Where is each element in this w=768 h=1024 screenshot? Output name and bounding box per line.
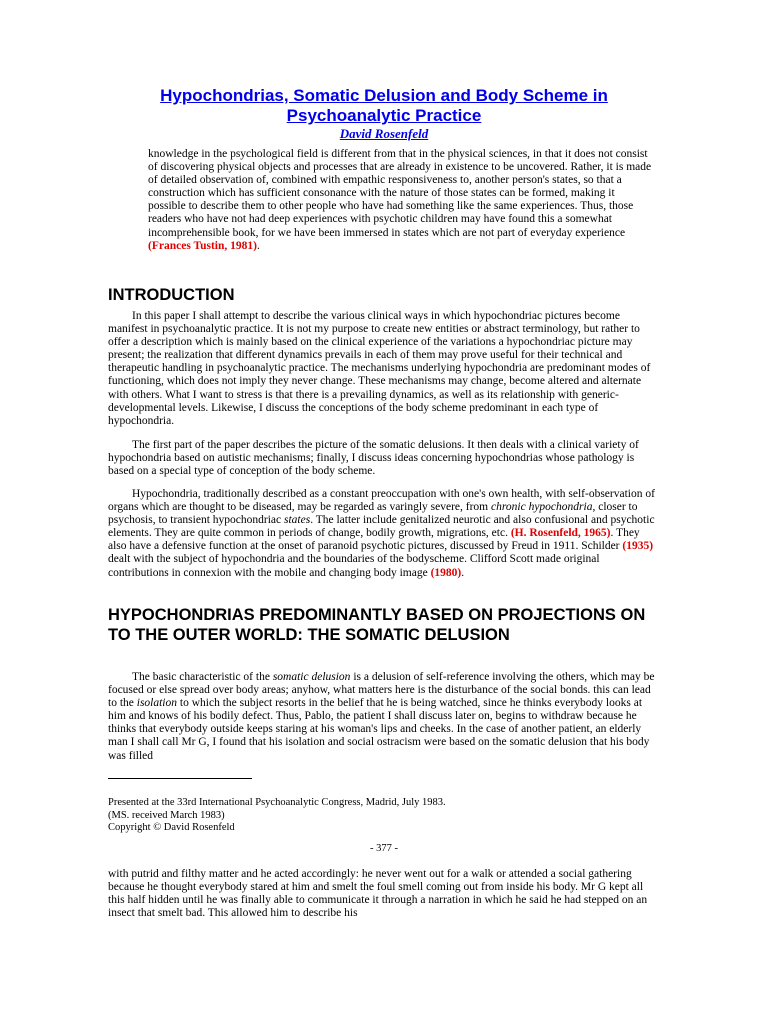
somatic-delusion-heading: HYPOCHONDRIAS PREDOMINANTLY BASED ON PROJECTIONS ON TO THE OUTER WORLD: THE SOMATIC DELUSION — [108, 606, 646, 644]
epigraph-end: . — [256, 239, 260, 252]
epigraph-citation[interactable]: (Frances Tustin, 1981) — [148, 239, 257, 252]
citation-schilder-1935[interactable]: (1935) — [622, 540, 654, 553]
footnote — [108, 797, 446, 835]
intro-p3-text-e: dealt with the subject of hypochondria and the boundaries of the bodyscheme. Clifford Scott made original contributions in connexion with the mobile and changing body image — [108, 553, 600, 579]
intro-p3-text-d: . They also have a defensive function at the onset of paranoid psychotic pictures, discussed by Freud in 1911. Schilder — [108, 527, 640, 553]
intro-p3-italic-states: states — [283, 514, 311, 527]
intro-p3-text-f: . — [461, 566, 465, 579]
s2-p1-italic-isolation: isolation — [136, 697, 178, 710]
footnote-line-3: Copyright © David Rosenfeld — [108, 822, 235, 833]
article-title-link[interactable]: Hypochondrias, Somatic Delusion and Body Scheme in Psychoanalytic Practice — [160, 86, 608, 125]
s2-p1-text-b: is a delusion of self-reference involving the others, which may be focused or else spread over body areas; anyhow, what matters here is the disturbance of the social bonds. this can lead to the — [108, 671, 655, 710]
author-link[interactable]: David Rosenfeld — [339, 126, 429, 141]
footnote-divider — [108, 778, 252, 779]
page-number: - 377 - — [370, 843, 398, 854]
intro-paragraph-2: The first part of the paper describes the picture of the somatic delusions. It then deals with a clinical variety of hypochondria based on autistic mechanisms; finally, I discuss ideas concerning hypochondrias whose pathology is based on a special type of conception of the body scheme. — [108, 439, 639, 478]
intro-p3-text-c: . The latter include genitalized neurotic and also confusional and psychotic elements. They are quite common in periods of change, bodily growth, migrations, etc. — [108, 514, 655, 540]
intro-paragraph-1: In this paper I shall attempt to describe the various clinical ways in which hypochondriac pictures become manifest in psychoanalytic practice. It is not my purpose to create new entities or abstract terminology, but rather to offer a description which is mainly based on the clinical experience of the variations a hypochondriac picture may present; the realization that different dynamics prevails in each of them may prove useful for their technical and therapeutic handling in psychoanalytic practice. The mechanisms underlying hypochondria are predominant modes of functioning, which does not imply they never change. These mechanisms may change, become altered and alternate with others. What I want to stress is that there is a prevailing dynamics, as well as its relationship with generic-developmental levels. Likewise, I discuss the conceptions of the body scheme predominant in each type of hypochondria. — [108, 310, 651, 427]
footnote-line-1: Presented at the 33rd International Psychoanalytic Congress, Madrid, July 1983. — [108, 797, 446, 808]
somatic-delusion-paragraph-1 — [108, 671, 657, 763]
s2-p1-italic-somatic: somatic delusion — [272, 671, 351, 683]
intro-paragraph-3 — [108, 488, 657, 580]
introduction-heading: INTRODUCTION — [108, 286, 235, 304]
footnote-line-2: (MS. received March 1983) — [108, 809, 225, 821]
intro-p3-text-a: Hypochondria, traditionally described as a constant preoccupation with one's own health, with self-observation of organs which are thought to be diseased, may be regarded as varingly severe, from — [108, 488, 655, 514]
next-page-paragraph: with putrid and filthy matter and he acted accordingly: he never went out for a walk or attended a social gathering because he thought everybody stared at him and smelt the foul smell coming out from inside his body. Mr G kept all this half hidden until he was finally able to communicate it through a narration in which he said he had stepped on an insect that smelt bad. This allowed him to describe his — [108, 868, 648, 920]
epigraph-text: knowledge in the psychological field is different from that in the physical sciences, in that it does not consist of discovering physical objects and processes that are already in existence to be uncovered. Rather, it is made of detailed observation of, combined with empathic responsiveness to, another person's states, so that a construction which has sufficient consonance with the nature of those states can be formed, making it possible to describe them to other people who have had something like the same experiences. Thus, those readers who have not had deep experiences with psychotic children may have found this a somewhat incomprehensible book, for we have been immersed in states which are not part of everyday experience — [148, 148, 652, 239]
citation-rosenfeld-1965[interactable]: (H. Rosenfeld, 1965) — [510, 527, 611, 540]
epigraph-quote — [148, 148, 654, 253]
intro-p3-italic-chronic: chronic hypochondria — [491, 501, 593, 514]
intro-p3-text-b: , closer to psychosis, to transient hypochondriac — [108, 501, 638, 527]
s2-p1-text-c: to which the subject resorts in the belief that he is being watched, since he thinks everybody looks at him and knows of his bodily defect. Thus, Pablo, the patient I shall discuss later on, begins to withdraw because he thinks that everybody outside keeps staring at his woman's lips and cheeks. In the case of another patient, an elderly man I shall call Mr G, I found that his isolation and social ostracism were based on the somatic delusion that his body was filled — [108, 697, 650, 762]
s2-p1-text-a: The basic characteristic of the — [132, 671, 273, 683]
citation-scott-1980[interactable]: (1980) — [430, 566, 462, 579]
